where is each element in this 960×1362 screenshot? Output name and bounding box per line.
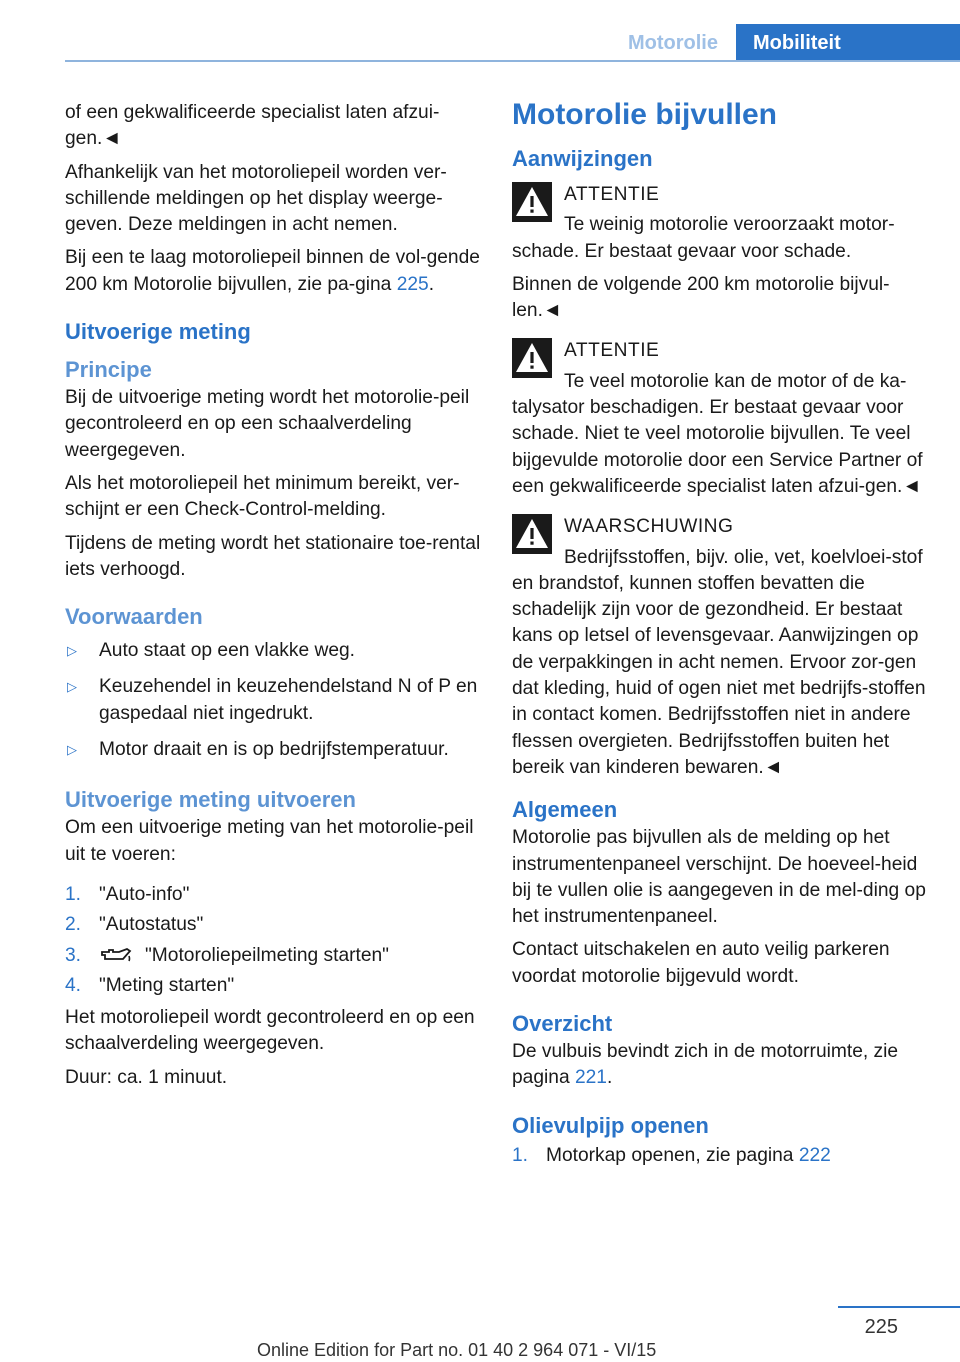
- paragraph-ignition: Contact uitschakelen en auto veilig parkeren voordat motorolie bijgevuld wordt.: [512, 939, 890, 987]
- warning-box: [512, 338, 932, 500]
- heading-notes: Aanwijzingen: [512, 146, 653, 171]
- oil-can-icon: [99, 946, 133, 964]
- list-item: [65, 737, 483, 763]
- page-link-222[interactable]: 222: [798, 1144, 831, 1166]
- list-item-text: Keuzehendel in keuzehendelstand N of P en gaspedaal niet ingedrukt.: [99, 676, 478, 724]
- heading-detailed-measurement: Uitvoerige meting: [65, 319, 251, 345]
- page-number: 225: [864, 1316, 898, 1338]
- page-title: Motorolie bijvullen: [512, 98, 778, 131]
- warning-label: ATTENTIE: [564, 340, 660, 362]
- warning-text: Te weinig motorolie veroorzaakt motor‐schade. Er bestaat gevaar voor schade.: [512, 214, 895, 262]
- warning-box: [512, 514, 932, 781]
- paragraph-result: Het motoroliepeil wordt gecontroleerd en op een schaalverdeling weergegeven.: [65, 1007, 475, 1055]
- paragraph-messages: Afhankelijk van het motoroliepeil worden ver‐schillende meldingen op het display weerge‐geven. Deze meldingen in acht nemen.: [65, 161, 447, 236]
- list-item-text: "Auto-info": [99, 883, 190, 905]
- heading-general: Algemeen: [512, 797, 618, 823]
- heading-overview: Overzicht: [512, 1011, 613, 1037]
- paragraph-minimum: Als het motoroliepeil het minimum bereikt, ver‐schijnt er een Check-Control-melding.: [65, 472, 460, 521]
- paragraph-overview-text: De vulbuis bevindt zich in de motorruimte, zie pagina: [512, 1041, 899, 1089]
- list-item: [512, 1143, 932, 1169]
- paragraph-general: Motorolie pas bijvullen als de melding op het instrumentenpaneel verschijnt. De hoeveel‐heid bij te vullen olie is aangegeven in de mel‐ding op het instrumentenpaneel.: [512, 827, 926, 928]
- header-chapter-tab: Mobiliteit: [736, 24, 960, 62]
- paragraph-end: .: [606, 1067, 613, 1089]
- list-item: [65, 638, 483, 664]
- right-column: [512, 100, 932, 1175]
- list-item: [65, 973, 483, 999]
- paragraph-idle: Tijdens de meting wordt het stationaire toe‐rental iets verhoogd.: [65, 532, 481, 580]
- list-item: [65, 882, 483, 908]
- paragraph-duration: Duur: ca. 1 minuut.: [65, 1066, 228, 1088]
- warning-label: WAARSCHUWING: [564, 516, 734, 538]
- paragraph-low-level: [65, 245, 483, 298]
- list-item: [65, 912, 483, 938]
- warning-triangle-icon: [512, 514, 552, 554]
- paragraph-perform: Om een uitvoerige meting van het motorolie‐peil uit te voeren:: [65, 817, 474, 865]
- warning-text: Binnen de volgende 200 km motorolie bijvul‐len.◄: [512, 273, 890, 322]
- list-item-text: "Autostatus": [99, 914, 204, 936]
- page-link-221[interactable]: 221: [574, 1067, 607, 1089]
- header-rule: [65, 60, 960, 62]
- heading-perform-measurement: Uitvoerige meting uitvoeren: [65, 787, 356, 813]
- conditions-list: [65, 638, 483, 763]
- warning-text: Bedrijfsstoffen, bijv. olie, vet, koelvloei‐stof en brandstof, kunnen stoffen bevatten die schadelijk zijn voor de gezondheid. Er bestaat kans op letsel of levensgevaar. Aanwijzingen op de verpakkingen in acht nemen. Ervoor zor‐gen dat kleding, huid of ogen niet met bedrijfs‐stoffen in contact komen. Bedrijfsstoffen niet in andere flessen overgieten. Bedrijfsstoffen buiten het bereik van kinderen bewaren.◄: [512, 546, 926, 778]
- open-steps-list: [512, 1143, 932, 1169]
- heading-conditions: Voorwaarden: [65, 604, 203, 630]
- step-number: 3.: [65, 944, 82, 966]
- steps-list: [65, 882, 483, 999]
- list-item-text: Auto staat op een vlakke weg.: [99, 640, 355, 662]
- paragraph-principle: Bij de uitvoerige meting wordt het motorolie‐peil gecontroleerd en op een schaalverdeling weergegeven.: [65, 387, 470, 461]
- step-number: 4.: [65, 974, 82, 996]
- paragraph-overview: [512, 1039, 932, 1092]
- warning-triangle-icon: [512, 182, 552, 222]
- bullet-triangle-icon: ▷: [67, 742, 77, 758]
- list-item-text: Motor draait en is op bedrijfstemperatuur.: [99, 739, 449, 761]
- list-item-text: "Meting starten": [99, 974, 235, 996]
- step-number: 1.: [65, 883, 82, 905]
- paragraph-end: .: [428, 273, 435, 295]
- page-link-225[interactable]: 225: [396, 273, 429, 295]
- list-item-text: "Motoroliepeilmeting starten": [145, 944, 389, 966]
- left-column: [65, 100, 483, 1098]
- step-number: 1.: [512, 1144, 529, 1166]
- warning-label: ATTENTIE: [564, 184, 660, 205]
- intro-paragraph: of een gekwalificeerde specialist laten afzui‐gen.◄: [65, 102, 440, 150]
- footer-rule: [838, 1306, 960, 1308]
- list-item-text: Motorkap openen, zie pagina: [546, 1144, 799, 1166]
- bullet-triangle-icon: ▷: [67, 679, 77, 695]
- warning-triangle-icon: [512, 338, 552, 378]
- warning-text: Te veel motorolie kan de motor of de ka‐talysator beschadigen. Er bestaat gevaar voor schade. Niet te veel motorolie bijvullen. Te veel bijgevulde motorolie door een Service Partner of een gekwalificeerde specialist laten afzui‐gen.◄: [512, 370, 923, 497]
- step-number: 2.: [65, 914, 82, 936]
- bullet-triangle-icon: ▷: [67, 643, 77, 659]
- list-item: [65, 943, 483, 969]
- warning-box: [512, 182, 932, 324]
- header-section-tab: Motorolie: [628, 32, 718, 54]
- paragraph-low-level-text: Bij een te laag motoroliepeil binnen de vol‐gende 200 km Motorolie bijvullen, zie pa‐gina: [65, 247, 480, 295]
- heading-open-filler: Olievulpijp openen: [512, 1112, 709, 1138]
- list-item: [65, 674, 483, 727]
- heading-principle: Principe: [65, 357, 152, 383]
- edition-note: Online Edition for Part no. 01 40 2 964 071 - VI/15: [257, 1340, 657, 1360]
